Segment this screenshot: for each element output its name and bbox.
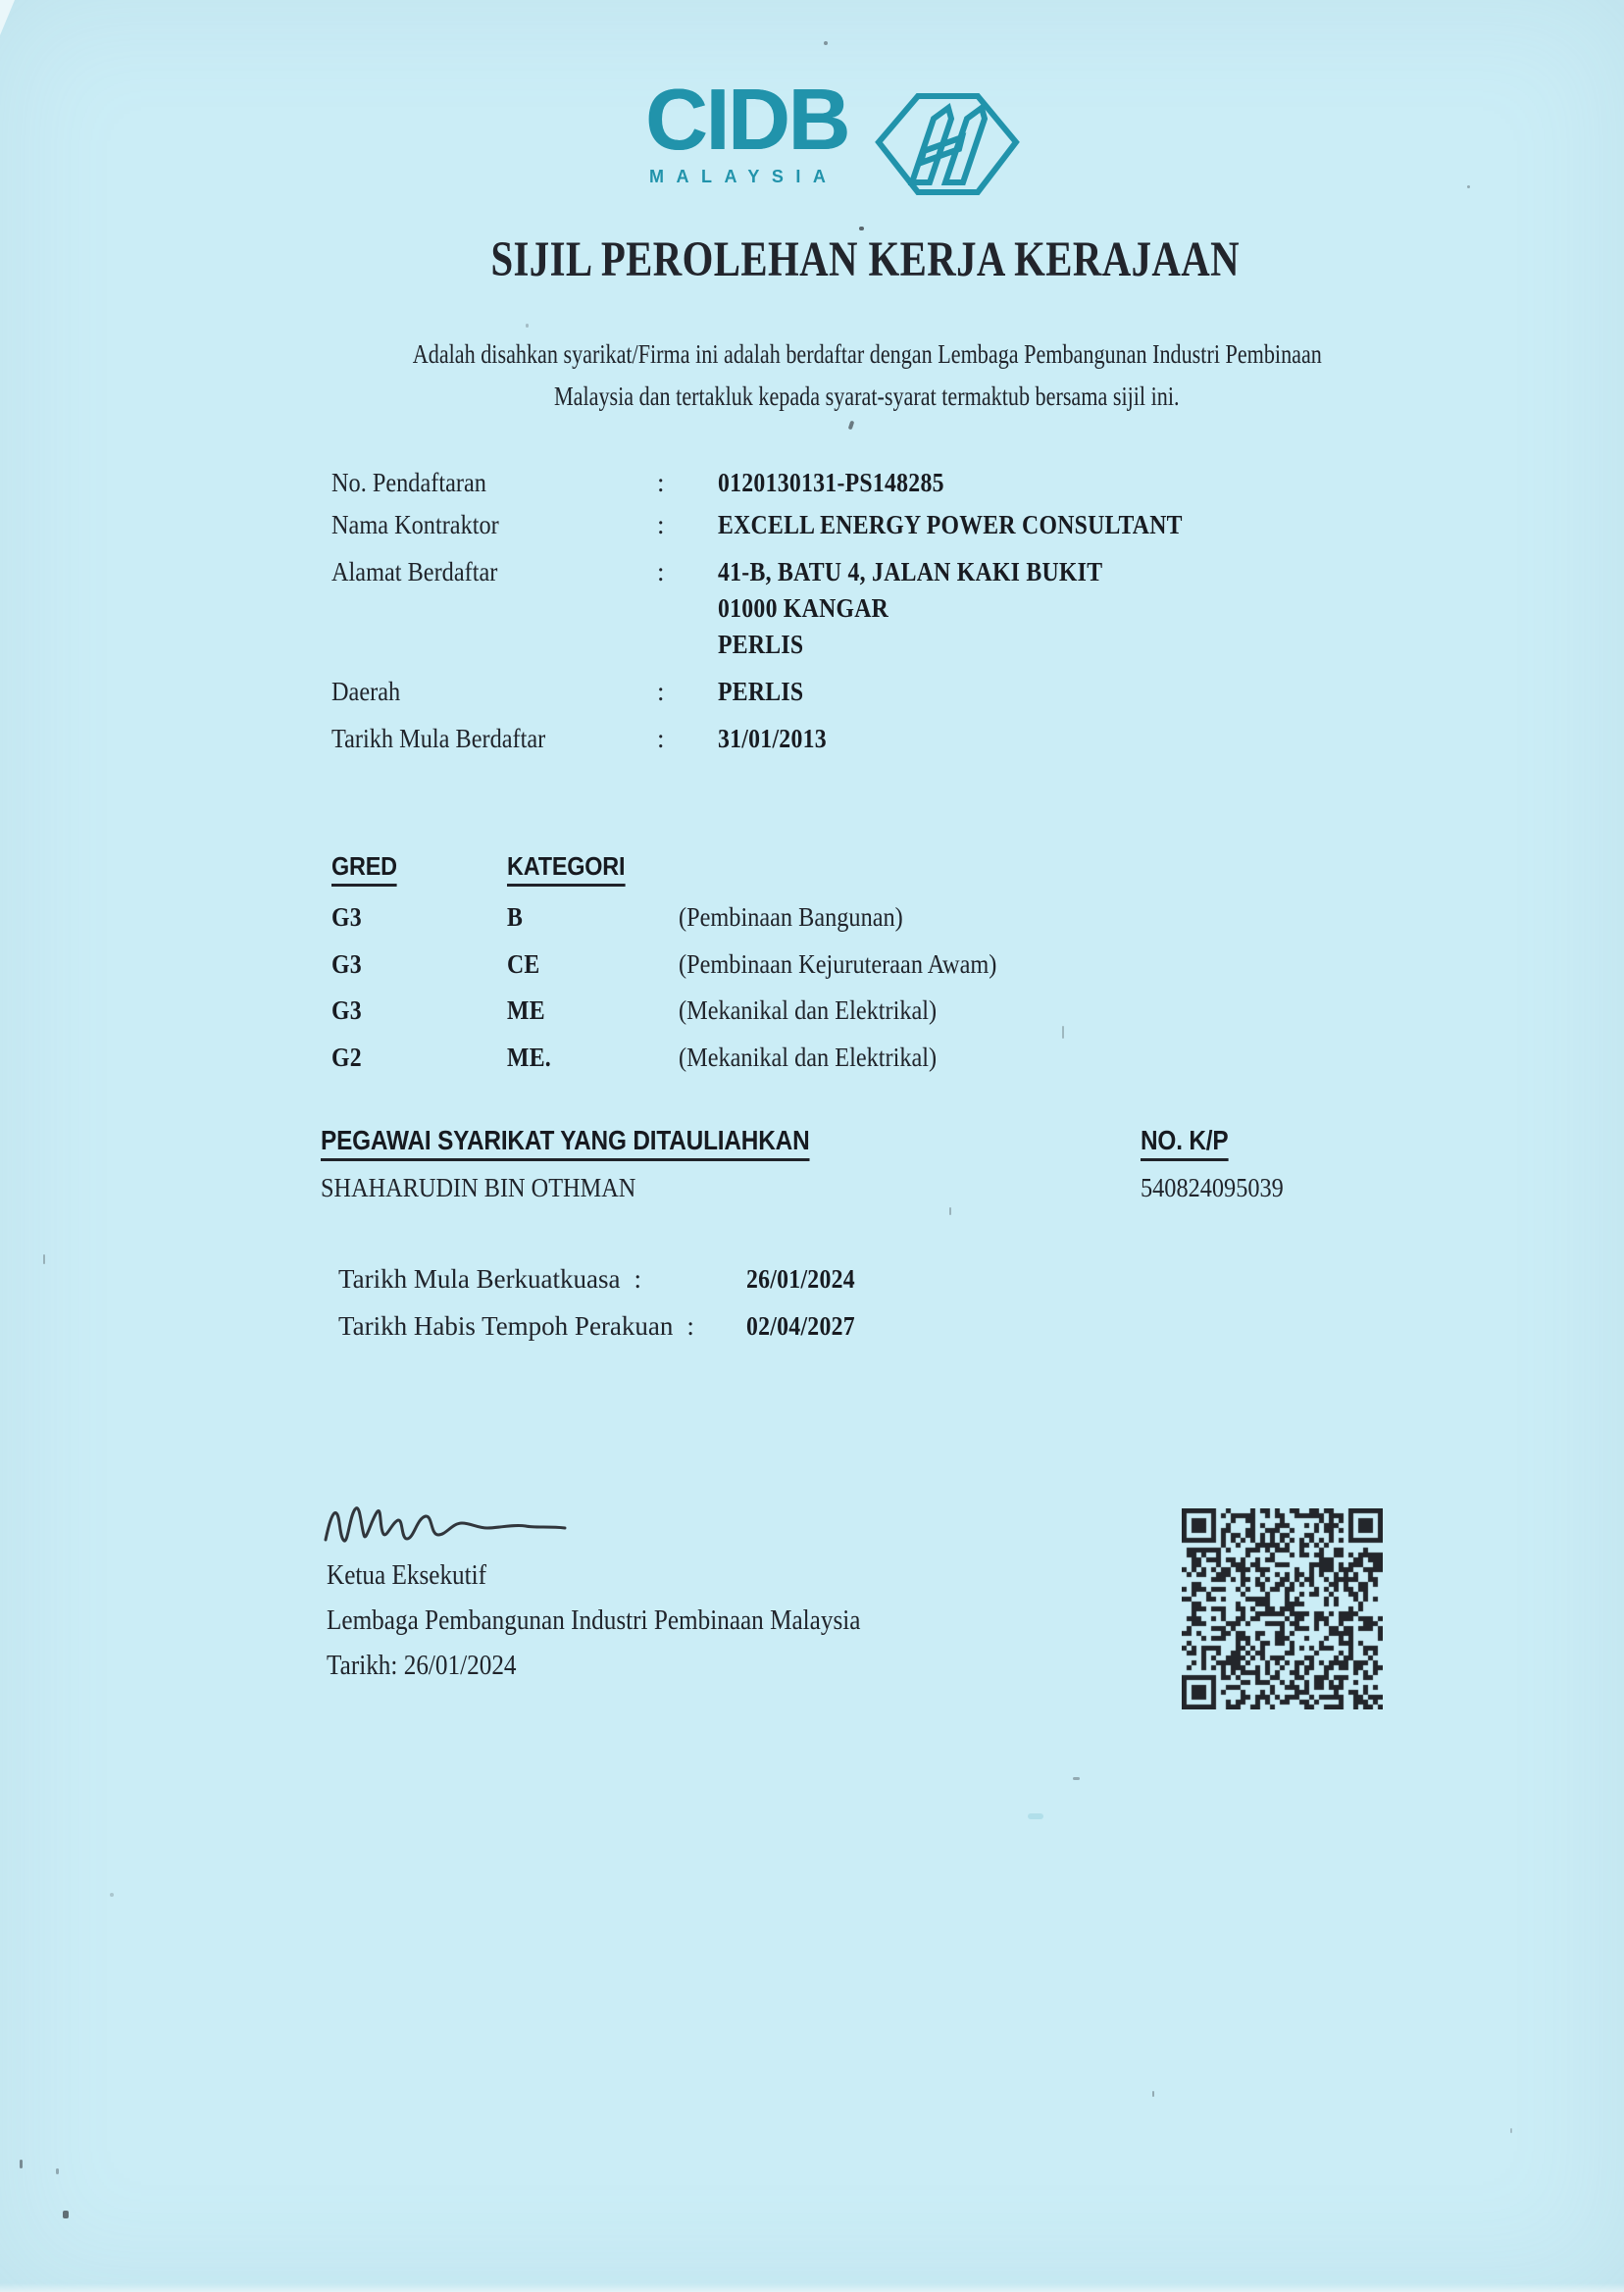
qr-code <box>1182 1508 1383 1709</box>
signatory-organization-text: Lembaga Pembangunan Industri Pembinaan Malaysia <box>327 1605 861 1636</box>
scan-speck <box>848 421 855 431</box>
scan-speck <box>43 1254 45 1264</box>
detail-colon-text: : <box>657 557 665 586</box>
validity-value <box>746 1311 870 1342</box>
grade-gred <box>331 902 366 933</box>
detail-colon-text: : <box>657 724 665 753</box>
detail-value <box>718 630 815 660</box>
detail-value-text: 0120130131-PS148285 <box>718 468 944 497</box>
signatory-role <box>327 1560 504 1592</box>
officer-name-text: SHAHARUDIN BIN OTHMAN <box>321 1173 636 1202</box>
grades-header-kategori <box>507 852 638 887</box>
intro-paragraph-line2 <box>0 382 1624 412</box>
officer-id-heading-text: NO. K/P <box>1141 1125 1228 1161</box>
cidb-wordmark: CIDB <box>645 71 849 168</box>
detail-colon-text: : <box>657 677 665 706</box>
detail-label <box>331 724 570 754</box>
grade-description <box>679 1043 965 1073</box>
detail-colon <box>657 677 665 707</box>
intro-line2-text: Malaysia dan tertakluk kepada syarat-syarat termaktub bersama sijil ini. <box>554 382 1180 411</box>
certificate-title-text: SIJIL PEROLEHAN KERJA KERAJAAN <box>490 232 1240 287</box>
officer-heading <box>321 1125 883 1161</box>
scan-smudge <box>1028 1813 1043 1819</box>
scan-speck <box>949 1207 951 1215</box>
validity-value <box>746 1264 870 1295</box>
scan-speck <box>1510 2128 1512 2133</box>
scan-speck <box>824 41 828 45</box>
grade-description-text: (Mekanikal dan Elektrikal) <box>679 1043 938 1072</box>
detail-label <box>331 677 408 707</box>
officer-id-number <box>1141 1173 1299 1203</box>
signature-mark <box>322 1499 575 1555</box>
detail-label-text: Daerah <box>331 677 401 706</box>
detail-value <box>718 724 841 754</box>
officer-id-heading <box>1141 1125 1242 1161</box>
detail-value <box>718 468 975 498</box>
grade-kategori <box>507 1043 557 1073</box>
detail-colon <box>657 468 665 498</box>
detail-value-text: PERLIS <box>718 630 804 659</box>
grade-gred-text: G3 <box>331 995 362 1025</box>
grade-gred-text: G2 <box>331 1043 362 1072</box>
grade-kategori-text: ME <box>507 995 545 1025</box>
detail-value-text: PERLIS <box>718 677 804 706</box>
intro-paragraph-line1 <box>0 339 1624 370</box>
detail-colon-text: : <box>657 510 665 539</box>
grade-kategori <box>507 949 544 980</box>
scan-speck <box>63 2211 69 2218</box>
scan-speck <box>859 227 864 230</box>
grade-gred-text: G3 <box>331 949 362 979</box>
cidb-wordmark-subtitle: MALAYSIA <box>649 167 838 186</box>
scan-edge-artifact <box>0 2283 1624 2292</box>
grades-header-kategori-text: KATEGORI <box>507 852 625 887</box>
detail-label-text: Tarikh Mula Berdaftar <box>331 724 546 753</box>
grade-description-text: (Pembinaan Bangunan) <box>679 902 903 932</box>
officer-heading-text: PEGAWAI SYARIKAT YANG DITAULIAHKAN <box>321 1125 809 1161</box>
grade-gred <box>331 995 366 1026</box>
grade-description-text: (Mekanikal dan Elektrikal) <box>679 995 938 1025</box>
grade-kategori-text: CE <box>507 949 540 979</box>
detail-label <box>331 557 516 587</box>
scan-speck <box>526 324 529 328</box>
validity-row <box>338 1264 641 1295</box>
grade-kategori <box>507 995 550 1026</box>
grade-gred-text: G3 <box>331 902 362 932</box>
scan-speck <box>1152 2091 1154 2097</box>
signatory-role-text: Ketua Eksekutif <box>327 1560 487 1591</box>
validity-colon: : <box>634 1264 642 1294</box>
detail-label <box>331 510 518 540</box>
detail-colon <box>657 510 665 540</box>
detail-colon <box>657 557 665 587</box>
signatory-date <box>327 1651 537 1682</box>
scan-speck <box>1062 1026 1064 1039</box>
scan-speck <box>110 1893 114 1897</box>
detail-value <box>718 557 1155 587</box>
officer-id-number-text: 540824095039 <box>1141 1173 1284 1202</box>
detail-value <box>718 677 815 707</box>
scan-speck <box>20 2160 23 2168</box>
grade-kategori-text: ME. <box>507 1043 552 1072</box>
detail-value-text: 01000 KANGAR <box>718 593 889 623</box>
grades-header-gred <box>331 852 404 887</box>
detail-value-text: EXCELL ENERGY POWER CONSULTANT <box>718 510 1183 539</box>
grade-description <box>679 995 965 1026</box>
detail-colon-text: : <box>657 468 665 497</box>
signatory-organization <box>327 1605 920 1637</box>
detail-label-text: Nama Kontraktor <box>331 510 499 539</box>
validity-label: Tarikh Mula Berkuatkuasa <box>338 1264 621 1294</box>
validity-value-text: 26/01/2024 <box>746 1264 855 1294</box>
grade-gred <box>331 949 366 980</box>
grades-header-gred-text: GRED <box>331 852 397 887</box>
intro-line1-text: Adalah disahkan syarikat/Firma ini adalah berdaftar dengan Lembaga Pembangunan Industri Pembinaan <box>412 339 1322 369</box>
officer-name <box>321 1173 671 1203</box>
scan-speck <box>1467 185 1470 188</box>
validity-value-text: 02/04/2027 <box>746 1311 855 1341</box>
grade-gred <box>331 1043 366 1073</box>
detail-value-text: 41-B, BATU 4, JALAN KAKI BUKIT <box>718 557 1103 586</box>
grade-kategori-text: B <box>507 902 524 932</box>
grade-kategori <box>507 902 525 933</box>
detail-label-text: No. Pendaftaran <box>331 468 486 497</box>
grade-description-text: (Pembinaan Kejuruteraan Awam) <box>679 949 997 979</box>
grade-description <box>679 949 1032 980</box>
detail-label <box>331 468 503 498</box>
scan-speck <box>1073 1777 1080 1780</box>
signatory-date-text: Tarikh: 26/01/2024 <box>327 1651 517 1681</box>
detail-value <box>718 510 1245 540</box>
scan-speck <box>56 2168 59 2174</box>
cidb-emblem-icon <box>874 88 1021 200</box>
detail-value <box>718 593 912 624</box>
validity-colon: : <box>686 1311 694 1341</box>
detail-value-text: 31/01/2013 <box>718 724 827 753</box>
detail-label-text: Alamat Berdaftar <box>331 557 498 586</box>
scan-corner-artifact <box>0 0 15 35</box>
validity-row <box>338 1311 694 1342</box>
detail-colon <box>657 724 665 754</box>
certificate-title <box>0 231 1624 289</box>
validity-label: Tarikh Habis Tempoh Perakuan <box>338 1311 674 1341</box>
grade-description <box>679 902 928 933</box>
